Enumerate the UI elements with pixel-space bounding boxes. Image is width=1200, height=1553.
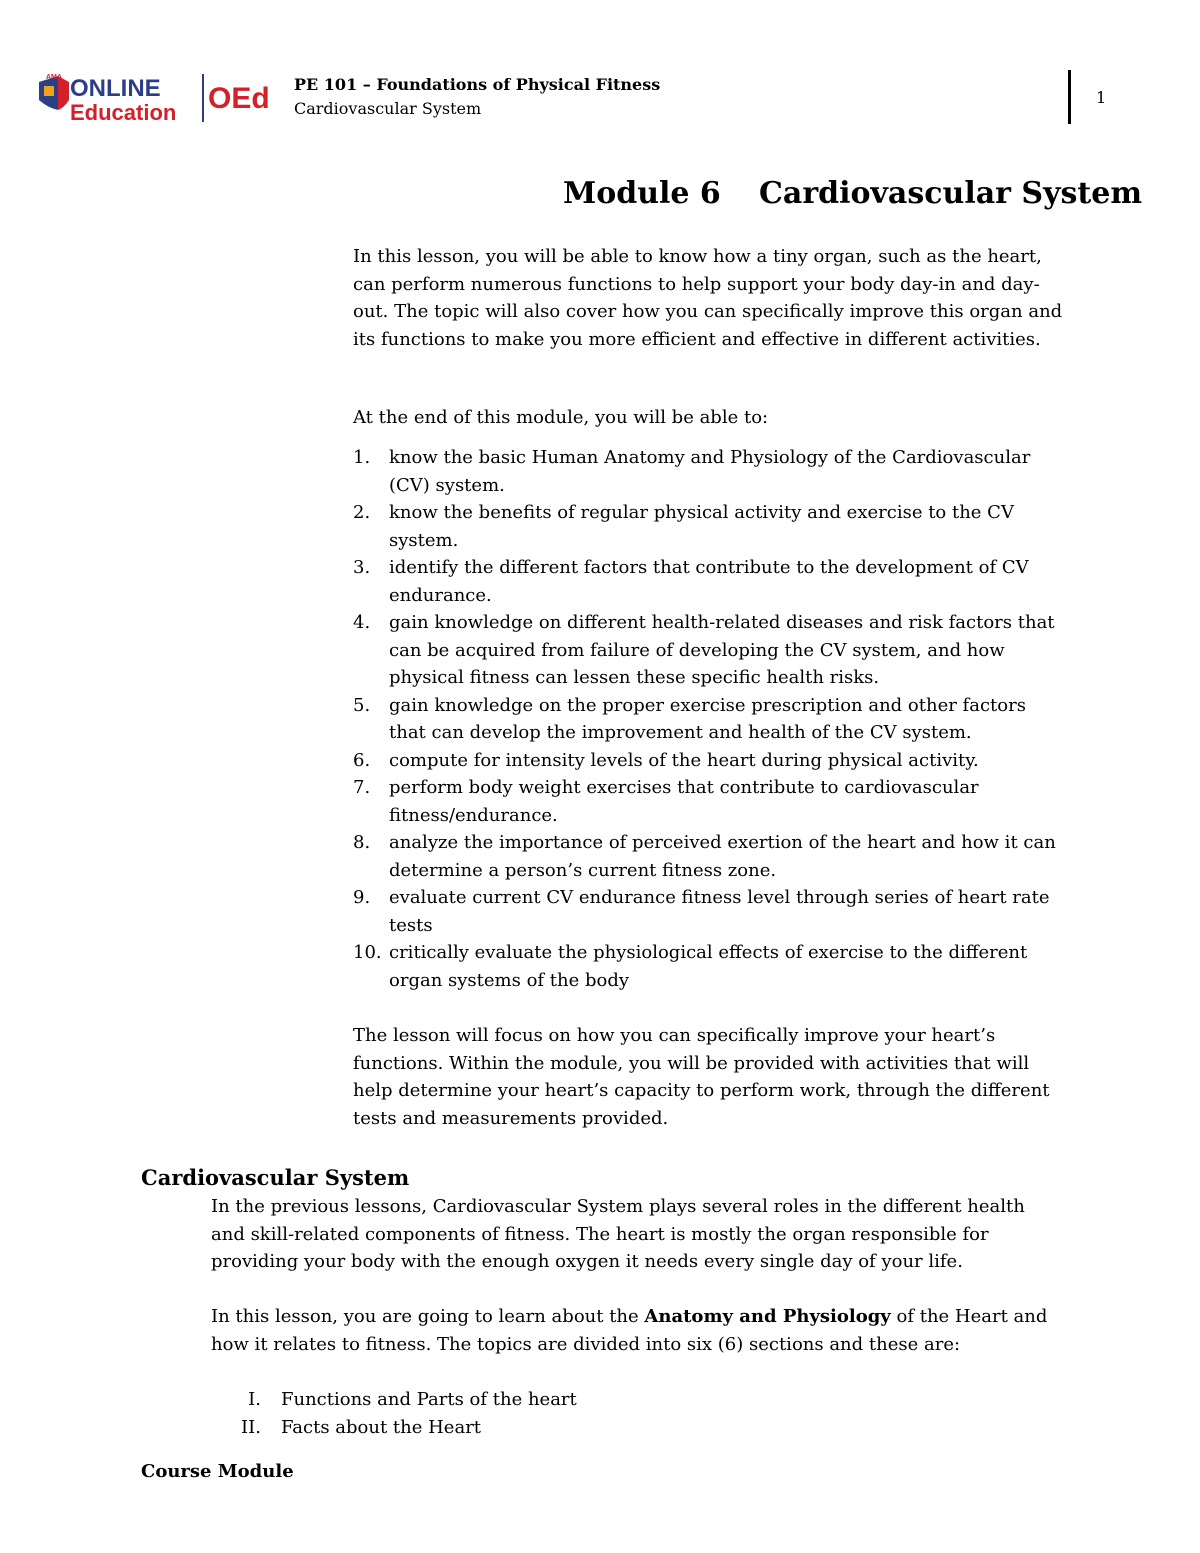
list-number: 6.	[353, 749, 371, 771]
list-item	[353, 747, 1143, 775]
list-item	[353, 884, 1143, 939]
module-heading	[563, 172, 1142, 216]
lesson-text: of the Heart and	[890, 1306, 1048, 1327]
list-line: evaluate current CV endurance fitness level through series of heart rate	[389, 887, 1050, 908]
list-line: determine a person’s current fitness zone.	[389, 859, 777, 881]
list-line: tests	[389, 914, 433, 936]
focus-line: functions. Within the module, you will be provided with activities that will	[353, 1052, 1030, 1074]
list-item	[211, 1414, 577, 1442]
list-line: analyze the importance of perceived exertion of the heart and how it can	[389, 832, 1056, 853]
list-line: know the benefits of regular physical activity and exercise to the CV	[389, 502, 1014, 523]
list-line: gain knowledge on the proper exercise prescription and other factors	[389, 694, 1026, 716]
intro-line: out. The topic will also cover how you can specifically improve this organ and	[353, 301, 1063, 322]
list-number: 10.	[353, 942, 382, 963]
paragraph-line: how it relates to fitness. The topics are divided into six (6) sections and these are:	[211, 1333, 961, 1355]
list-number: 8.	[353, 832, 371, 853]
lesson-bold-text: Anatomy and Physiology	[644, 1306, 891, 1327]
shield-right-icon	[58, 76, 69, 110]
logo-divider	[202, 74, 204, 122]
intro-line: can perform numerous functions to help support your body day-in and day-	[353, 273, 1040, 295]
topics-list	[211, 1386, 577, 1441]
logo-education-text: Education	[70, 100, 177, 125]
focus-line: The lesson will focus on how you can specifically improve your heart’s	[353, 1025, 996, 1046]
logo-oed-text: OEd	[208, 82, 270, 115]
list-line: compute for intensity levels of the heart during physical activity.	[389, 749, 979, 771]
objectives-list	[353, 444, 1143, 994]
course-title: PE 101 – Foundations of Physical Fitness	[294, 75, 661, 94]
list-number: II.	[241, 1416, 261, 1438]
list-number: 1.	[353, 447, 371, 468]
list-number: 5.	[353, 694, 371, 716]
list-number: 7.	[353, 777, 371, 798]
paragraph-line: providing your body with the enough oxygen it needs every single day of your life.	[211, 1251, 963, 1272]
course-module-label: Course Module	[141, 1461, 294, 1482]
logo-graphic	[36, 70, 272, 126]
list-line: (CV) system.	[389, 474, 505, 496]
list-line: can be acquired from failure of developing the CV system, and how	[389, 639, 1005, 661]
intro-line: In this lesson, you will be able to know how a tiny organ, such as the heart,	[353, 246, 1042, 267]
list-line: fitness/endurance.	[389, 804, 558, 826]
intro-paragraph	[353, 243, 1143, 353]
page-number: 1	[1096, 88, 1107, 107]
logo-ama-text: AMA	[46, 74, 62, 81]
list-item	[353, 829, 1143, 884]
paragraph-line: and skill-related components of fitness. The heart is mostly the organ responsible for	[211, 1223, 989, 1245]
list-item	[353, 609, 1143, 692]
focus-line: help determine your heart’s capacity to perform work, through the different	[353, 1080, 1050, 1101]
focus-paragraph	[353, 1022, 1143, 1132]
list-line: system.	[389, 529, 459, 551]
list-number: 4.	[353, 612, 371, 633]
list-line: critically evaluate the physiological effects of exercise to the different	[389, 942, 1028, 963]
list-line: organ systems of the body	[389, 969, 630, 991]
list-item	[353, 774, 1143, 829]
intro-line: its functions to make you more efficient and effective in different activities.	[353, 328, 1041, 350]
list-item	[211, 1386, 577, 1414]
list-item	[353, 499, 1143, 554]
lesson-paragraph	[211, 1303, 1161, 1358]
topic-label: Facts about the Heart	[281, 1416, 482, 1438]
header-subtitle: Cardiovascular System	[294, 99, 482, 118]
focus-line: tests and measurements provided.	[353, 1107, 669, 1129]
paragraph-line	[211, 1303, 1161, 1331]
paragraph-line: In the previous lessons, Cardiovascular System plays several roles in the different health	[211, 1196, 1025, 1217]
list-number: I.	[248, 1389, 261, 1410]
list-number: 3.	[353, 557, 371, 578]
list-line: gain knowledge on different health-related diseases and risk factors that	[389, 612, 1055, 633]
module-title: Cardiovascular System	[759, 176, 1143, 211]
list-line: identify the different factors that contribute to the development of CV	[389, 557, 1029, 578]
previous-lessons-paragraph	[211, 1193, 1161, 1276]
objectives-intro: At the end of this module, you will be able to:	[353, 407, 769, 428]
list-number: 2.	[353, 502, 371, 523]
header-divider	[1068, 70, 1071, 124]
list-line: physical fitness can lessen these specific health risks.	[389, 667, 880, 688]
module-number: Module 6	[563, 176, 721, 211]
list-item	[353, 444, 1143, 499]
list-line: perform body weight exercises that contribute to cardiovascular	[389, 777, 979, 798]
list-item	[353, 554, 1143, 609]
topic-label: Functions and Parts of the heart	[281, 1389, 577, 1410]
list-line: know the basic Human Anatomy and Physiology of the Cardiovascular	[389, 447, 1031, 468]
list-item	[353, 692, 1143, 747]
shield-emblem-icon	[44, 86, 54, 96]
school-logo	[36, 70, 272, 126]
list-item	[353, 939, 1143, 994]
list-line: that can develop the improvement and health of the CV system.	[389, 722, 972, 743]
list-line: endurance.	[389, 584, 492, 606]
logo-online-text: ONLINE	[70, 75, 161, 102]
section-heading: Cardiovascular System	[141, 1165, 410, 1190]
list-number: 9.	[353, 887, 371, 908]
lesson-text: In this lesson, you are going to learn about the	[211, 1306, 645, 1327]
